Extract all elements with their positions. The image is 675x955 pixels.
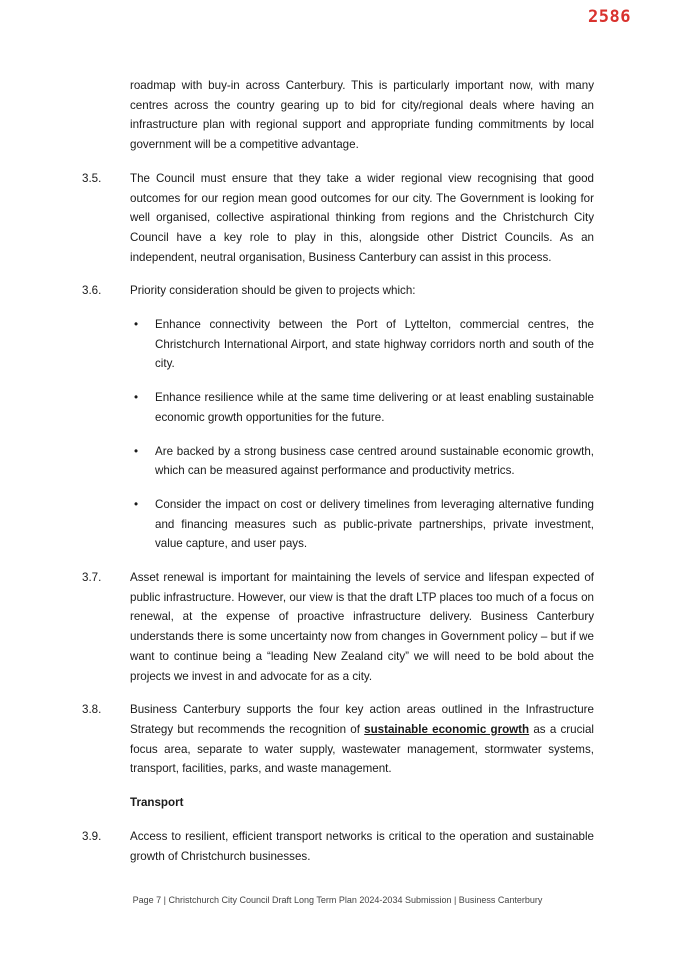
document-body: [0, 76, 675, 880]
list-item: [130, 315, 594, 374]
list-item-text: Enhance connectivity between the Port of Lyttelton, commercial centres, the Christchurch International Airport, and state highway corridors north and south of the city.: [155, 318, 594, 371]
bullet-icon: •: [134, 391, 139, 405]
paragraph-number: 3.8.: [82, 703, 102, 717]
paragraph-text-before: Business Canterbury supports the four key action areas outlined in the Infrastructure Strategy but recommends the recognition of: [130, 703, 594, 736]
paragraph-text: Access to resilient, efficient transport networks is critical to the operation and sustainable growth of Christchurch businesses.: [130, 829, 594, 863]
paragraph-3-5: [82, 169, 594, 268]
paragraph-number: 3.6.: [82, 284, 102, 298]
paragraph-3-6: [82, 281, 594, 301]
bullet-icon: •: [134, 444, 139, 458]
list-item-text: Enhance resilience while at the same time delivering or at least enabling sustainable economic growth opportunities for the future.: [155, 391, 594, 424]
paragraph-text: Priority consideration should be given to projects which:: [130, 284, 416, 298]
list-item: [130, 388, 594, 427]
paragraph-3-7: [82, 568, 594, 686]
paragraph-text: Asset renewal is important for maintaining the levels of service and lifespan expected of public infrastructure. However, our view is that the draft LTP places too much of a focus on renewal, at the expense of proactive infrastructure delivery. Business Canterbury understands there is some uncertainty now from changes in Government policy – but if we want to continue being a “leading New Zealand city” we will need to be bold about the projects we invest in and advocate for as a city.: [130, 571, 594, 683]
paragraph-text: The Council must ensure that they take a wider regional view recognising that good outcomes for our region mean good outcomes for our city. The Government is looking for well organised, collective aspirational thinking from regions and the Christchurch City Council have a key role to play in this, alongside other District Councils. As an independent, neutral organisation, Business Canterbury can assist in this process.: [130, 171, 594, 264]
list-item-text: Are backed by a strong business case centred around sustainable economic growth, which can be measured against performance and productivity metrics.: [155, 444, 594, 478]
emphasis-text: sustainable economic growth: [364, 722, 530, 736]
paragraph-number: 3.5.: [82, 171, 102, 185]
list-item-text: Consider the impact on cost or delivery timelines from leveraging alternative funding and financing measures such as public-private partnerships, private investment, value capture, and user pays.: [155, 497, 594, 551]
paragraph-text: roadmap with buy-in across Canterbury. This is particularly important now, with many centres across the country gearing up to bid for city/regional deals where having an infrastructure plan with regional support and appropriate funding commitments by local government will be a competitive advantage.: [130, 79, 594, 152]
paragraph-number: 3.9.: [82, 829, 102, 843]
page-footer: Page 7 | Christchurch City Council Draft Long Term Plan 2024-2034 Submission | Business Canterbury: [132, 895, 543, 905]
bullet-icon: •: [134, 318, 139, 332]
page-stamp-number: 2586: [588, 7, 631, 27]
paragraph-number: 3.7.: [82, 571, 102, 585]
bullet-icon: •: [134, 497, 139, 511]
section-heading-transport: Transport: [130, 796, 184, 810]
list-item: [130, 495, 594, 554]
paragraph-3-9: [82, 827, 594, 866]
intro-paragraph: [130, 76, 594, 155]
priority-list: [130, 315, 594, 554]
list-item: [130, 442, 594, 481]
paragraph-text-after: as a crucial focus area, separate to water supply, wastewater management, stormwater systems, transport, facilities, parks, and waste management.: [130, 722, 594, 776]
paragraph-3-8: [82, 700, 594, 779]
